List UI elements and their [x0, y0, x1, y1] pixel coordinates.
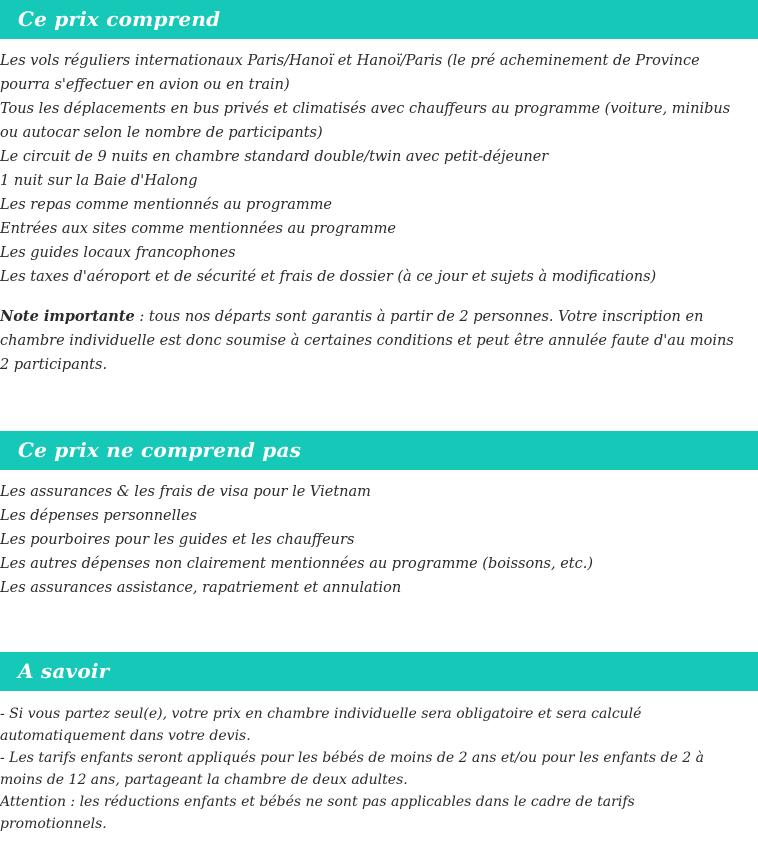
section-body-included [0, 39, 758, 377]
section-body-not-included [0, 470, 758, 600]
spacer [0, 600, 758, 652]
list-item: Les guides locaux francophones [0, 245, 236, 261]
list-item: - Les tarifs enfants seront appliqués pour les bébés de moins de 2 ans et/ou pour les enfants de 2 à moins de 12 ans, partageant la chambre de deux adultes. [0, 750, 704, 788]
spacer [0, 289, 748, 305]
list-item: Les pourboires pour les guides et les chauffeurs [0, 532, 355, 548]
included-list [0, 39, 748, 289]
list-item: Les taxes d'aéroport et de sécurité et frais de dossier (à ce jour et sujets à modifications) [0, 269, 657, 285]
spacer [0, 835, 758, 849]
list-item: Les vols réguliers internationaux Paris/Hanoï et Hanoï/Paris (le pré acheminement de Province pourra s'effectuer en avion ou en train) [0, 53, 700, 93]
list-item: Les repas comme mentionnés au programme [0, 197, 332, 213]
list-item: Le circuit de 9 nuits en chambre standard double/twin avec petit-déjeuner [0, 149, 549, 165]
spacer [0, 377, 758, 431]
list-item: Les autres dépenses non clairement mentionnées au programme (boissons, etc.) [0, 556, 593, 572]
not-included-list [0, 470, 748, 600]
section-header-not-included: Ce prix ne comprend pas [0, 431, 758, 470]
list-item: Les assurances & les frais de visa pour le Vietnam [0, 484, 371, 500]
list-item: Entrées aux sites comme mentionnées au programme [0, 221, 396, 237]
list-item: Les assurances assistance, rapatriement et annulation [0, 580, 402, 596]
list-item: Les dépenses personnelles [0, 508, 197, 524]
section-header-to-know: A savoir [0, 652, 758, 691]
section-header-included: Ce prix comprend [0, 0, 758, 39]
important-note-label: Note importante [0, 308, 135, 325]
list-item: Attention : les réductions enfants et bébés ne sont pas applicables dans le cadre de tarifs promotionnels. [0, 794, 635, 832]
list-item: Tous les déplacements en bus privés et climatisés avec chauffeurs au programme (voiture, minibus ou autocar selon le nombre de participants) [0, 101, 731, 141]
list-item: - Si vous partez seul(e), votre prix en chambre individuelle sera obligatoire et sera calculé automatiquement dans votre devis. [0, 706, 642, 744]
important-note [0, 305, 748, 377]
list-item: 1 nuit sur la Baie d'Halong [0, 173, 198, 189]
section-body-to-know [0, 691, 758, 835]
important-note-text: : tous nos départs sont garantis à partir de 2 personnes. Votre inscription en chambre individuelle est donc soumise à certaines conditions et peut être annulée faute d'au moins 2 participants. [0, 309, 734, 373]
